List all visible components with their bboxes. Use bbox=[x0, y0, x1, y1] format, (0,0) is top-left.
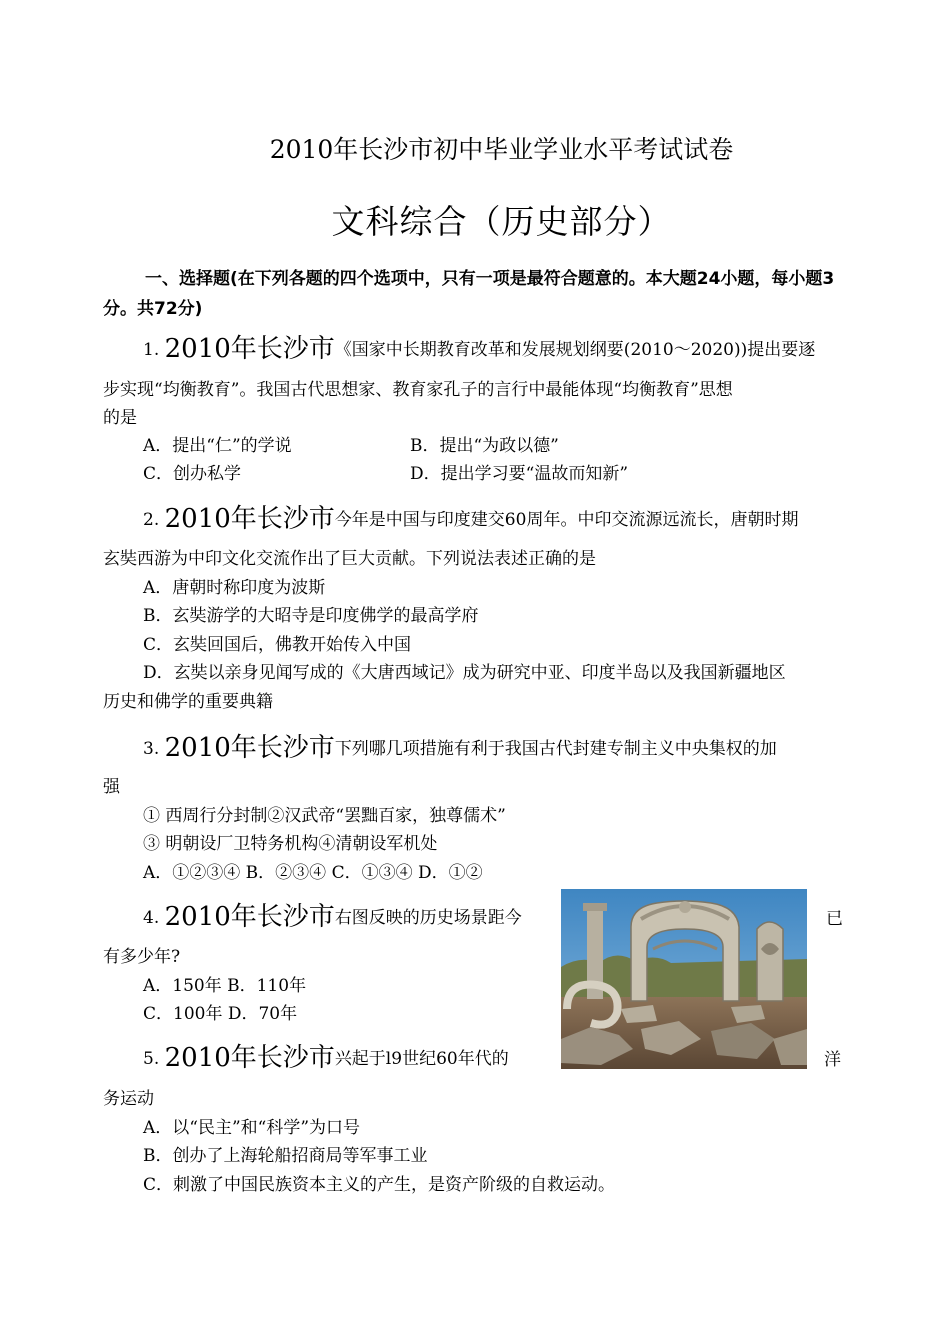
question-source-tag: 2010年长沙市 bbox=[164, 334, 335, 364]
question-number: 5. bbox=[143, 1049, 160, 1069]
option-d-continued: 历史和佛学的重要典籍 bbox=[103, 692, 273, 712]
option-c: C．刺激了中国民族资本主义的产生，是资产阶级的自救运动。 bbox=[143, 1175, 616, 1195]
options-line: A．①②③④ B．②③④ C．①③④ D．①② bbox=[143, 863, 483, 883]
exam-subtitle: 文科综合（历史部分） bbox=[331, 202, 672, 241]
question-1-line-1 bbox=[143, 334, 815, 365]
question-number: 3. bbox=[143, 739, 160, 759]
question-4-line-1 bbox=[143, 902, 522, 933]
option-a: A．提出“仁”的学说 bbox=[143, 436, 292, 456]
question-stem: 步实现“均衡教育”。我国古代思想家、教育家孔子的言行中最能体现“均衡教育”思想 bbox=[103, 380, 733, 400]
question-source-tag: 2010年长沙市 bbox=[164, 902, 335, 932]
ruins-photo bbox=[561, 889, 807, 1069]
option-c: C．创办私学 bbox=[143, 464, 242, 484]
option-d: D．玄奘以亲身见闻写成的《大唐西域记》成为研究中亚、印度半岛以及我国新疆地区 bbox=[143, 663, 786, 683]
question-number: 1. bbox=[143, 340, 160, 360]
question-stem: 右图反映的历史场景距今 bbox=[334, 908, 522, 928]
question-number: 4. bbox=[143, 908, 160, 928]
question-2-line-1 bbox=[143, 504, 798, 535]
question-stem: 务运动 bbox=[103, 1089, 154, 1109]
options-line: A．150年 B．110年 bbox=[143, 976, 307, 996]
options-line: C．100年 D．70年 bbox=[143, 1004, 298, 1024]
question-stem-end: 已 bbox=[826, 909, 843, 929]
option-a: A．唐朝时称印度为波斯 bbox=[143, 578, 326, 598]
exam-title: 2010年长沙市初中毕业学业水平考试试卷 bbox=[269, 135, 734, 164]
option-d: D．提出学习要“温故而知新” bbox=[410, 464, 629, 484]
question-source-tag: 2010年长沙市 bbox=[164, 733, 335, 763]
statement-list: ③ 明朝设厂卫特务机构④清朝设军机处 bbox=[143, 834, 438, 854]
option-b: B．玄奘游学的大昭寺是印度佛学的最高学府 bbox=[143, 606, 479, 626]
question-stem: 强 bbox=[103, 777, 120, 797]
question-number: 2. bbox=[143, 510, 160, 530]
question-stem: 下列哪几项措施有利于我国古代封建专制主义中央集权的加 bbox=[334, 739, 777, 759]
question-stem: 的是 bbox=[103, 408, 137, 428]
question-stem: 玄奘西游为中印文化交流作出了巨大贡献。下列说法表述正确的是 bbox=[103, 549, 596, 569]
question-stem: 今年是中国与印度建交60周年。中印交流源远流长，唐朝时期 bbox=[334, 510, 799, 530]
question-source-tag: 2010年长沙市 bbox=[164, 1043, 335, 1073]
section-heading: 一、选择题(在下列各题的四个选项中，只有一项是最符合题意的。本大题24小题，每小题3分。共72分) bbox=[103, 269, 835, 319]
question-stem: 兴起于l9世纪60年代的 bbox=[334, 1049, 509, 1069]
question-source-tag: 2010年长沙市 bbox=[164, 504, 335, 534]
option-b: B．提出“为政以德” bbox=[410, 436, 559, 456]
question-stem: 有多少年? bbox=[103, 947, 181, 967]
ruins-illustration bbox=[561, 889, 807, 1069]
statement-list: ① 西周行分封制②汉武帝“罢黜百家，独尊儒术” bbox=[143, 806, 506, 826]
option-a: A．以“民主”和“科学”为口号 bbox=[143, 1118, 361, 1138]
question-stem: 《国家中长期教育改革和发展规划纲要(2010～2020))提出要逐 bbox=[334, 340, 816, 360]
option-c: C．玄奘回国后，佛教开始传入中国 bbox=[143, 635, 412, 655]
question-5-line-1 bbox=[143, 1043, 509, 1074]
option-b: B．创办了上海轮船招商局等军事工业 bbox=[143, 1146, 428, 1166]
question-stem-end: 洋 bbox=[824, 1050, 841, 1070]
question-3-line-1 bbox=[143, 733, 777, 764]
